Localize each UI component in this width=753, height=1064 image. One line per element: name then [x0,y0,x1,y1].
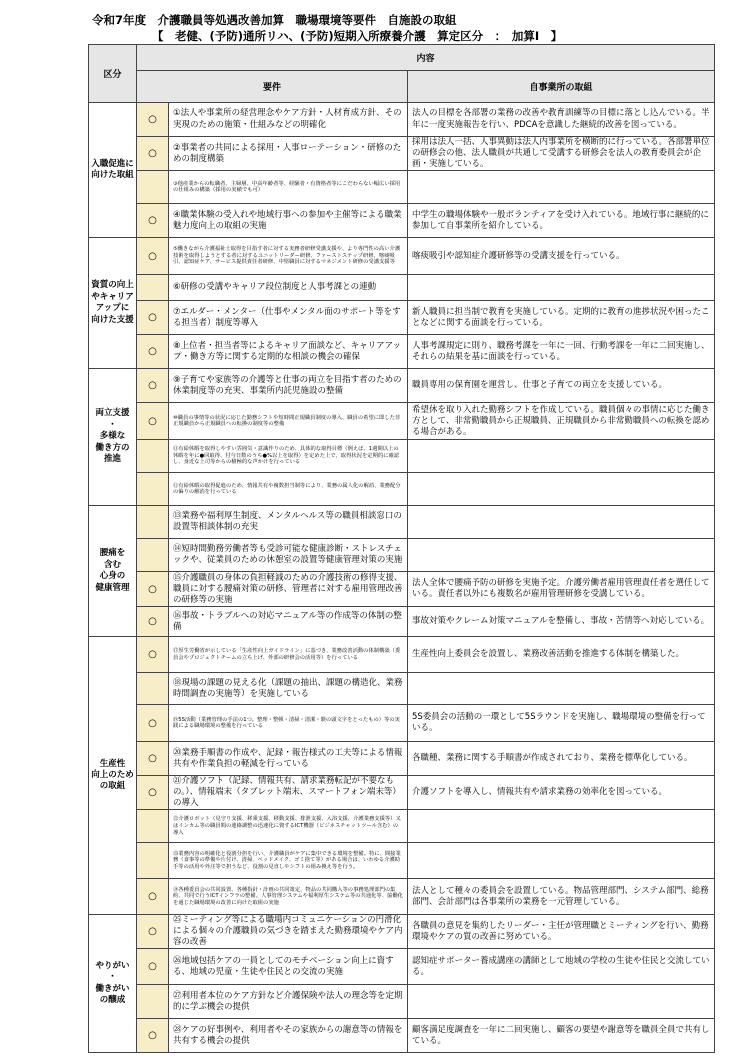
table-row [89,473,715,506]
requirement-text: ⑧上位者・担当者等によるキャリア面談など、キャリアアップ・働き方等に関する定期的な相談の機会の確保 [169,335,408,369]
category-label: やキャリア [91,291,134,302]
category-label: ・ [108,419,117,430]
requirement-text: ⑦エルダー・メンター（仕事やメンタル面のサポート等をする担当者）制度等導入 [169,301,408,335]
table-row [89,506,715,539]
category-label: 推進 [103,454,121,465]
check-mark [137,275,169,301]
check-mark: ○ [137,335,169,369]
initiative-text: 法人の目標を各部署の業務の改善や教育訓練等の目標に落とし込んでいる。半年に一度実施報告を行い、PDCAを意識した継続的改善を図っている。 [408,103,715,137]
table-row [89,301,715,335]
requirement-text: ⑮介護職員の身体の負担軽減のための介護技術の修得支援、職員に対する腰痛対策の研修、管理者に対する雇用管理改善の研修等の実施 [169,572,408,607]
requirement-text: ㉔各種委員会の共同設置、各種指針・計画の共同策定、物品の共同購入等の事務処理部門の集約、共同で行うICTインフラの整備、人事管理システムや福利厚生システム等の共通化等、協働化を通じた職場環境の改善に向けた取組の実施 [169,879,408,915]
category-label: 入職促進に [91,158,134,169]
check-mark: ○ [137,572,169,607]
table-row [89,742,715,776]
header-category: 区分 [89,45,137,103]
check-mark: ○ [137,1019,169,1053]
table-row [89,637,715,673]
requirement-text: ㉘ケアの好事例や、利用者やその家族からの謝意等の情報を共有する機会の提供 [169,1019,408,1053]
table-row [89,369,715,403]
page-subtitle: 【 老健、(予防)通所リハ、(予防)短期入所療養介護 算定区分 ： 加算Ⅰ 】 [152,29,563,43]
initiative-text [408,810,715,843]
requirement-text: ⑳業務手順書の作成や、記録・報告様式の工夫等による情報共有や作業負担の軽減を行っている [169,742,408,776]
check-mark [137,843,169,879]
category-label: 腰痛を [99,548,126,559]
category-label: 多様な [99,431,126,442]
initiative-text: 各職員の意見を集約したリーダー・主任が管理職とミーティングを行い、勤務環境やケアの質の改善に努めている。 [408,915,715,949]
initiative-text: 介護ソフトを導入し、情報共有や請求業務の効率化を図っている。 [408,776,715,810]
initiative-text: 5S委員会の活動の一環として5Sラウンドを実施し、職場環境の整備を行っている。 [408,705,715,742]
table-row [89,335,715,369]
requirement-text: ⑨子育てや家族等の介護等と仕事の両立を目指す者のための休業制度等の充実、事業所内託児施設の整備 [169,369,408,403]
requirement-text: ⑯事故・トラブルへの対応マニュアル等の作成等の体制の整備 [169,607,408,637]
check-mark: ○ [137,301,169,335]
initiative-text: 希望休を取り入れた勤務シフトを作成している。職員個々の事情に応じた働き方として、非常勤職員から正規職員、正規職員から非常勤職員への転換を認める場合がある。 [408,403,715,440]
check-mark [137,473,169,506]
category-label: 働き方の [95,442,130,453]
category-cell [89,915,137,1053]
table-row [89,949,715,985]
category-label: 向けた支援 [91,314,134,325]
table-row [89,572,715,607]
header-initiative: 自事業所の取組 [408,71,715,103]
requirement-text: ③他産業からの転職者、主婦層、中高年齢者等、経験者・有資格者等にこだわらない幅広い採用の仕組みの構築（採用の実績でも可） [169,171,408,204]
initiative-text: 法人として種々の委員会を設置している。物品管理部門、システム部門、総務部門、会計部門は各事業所の業務を一元管理している。 [408,879,715,915]
table-row [89,539,715,572]
category-cell [89,238,137,369]
initiative-text [408,506,715,539]
requirement-text: ⑫有給休暇の取得促進のため、情報共有や複数担当制等により、業務の属人化の解消、業務配分の偏りの解消を行っている [169,473,408,506]
check-mark: ○ [137,103,169,137]
check-mark: ○ [137,776,169,810]
check-mark: ○ [137,949,169,985]
table-row [89,673,715,705]
table-body [89,103,715,1053]
initiative-text: 中学生の職場体験や一般ボランティアを受け入れている。地域行事に継続的に参加して自事業所を紹介している。 [408,204,715,238]
table-row [89,275,715,301]
page-title: 令和7年度 介護職員等処遇改善加算 職場環境等要件 自施設の取組 [92,13,457,27]
category-label: 向上のため [91,769,134,780]
check-mark: ○ [137,403,169,440]
check-mark: ○ [137,137,169,171]
category-label: 向けた取組 [91,170,134,181]
category-cell [89,637,137,915]
initiative-text: 新人職員に担当制で教育を実施している。定期的に教育の進捗状況や困ったことなどに関する面談を行っている。 [408,301,715,335]
table-row [89,776,715,810]
check-mark: ○ [137,204,169,238]
table-row [89,171,715,204]
requirement-text: ⑩職員の事情等の状況に応じた勤務シフトや短時間正規職員制度の導入、職員の希望に即した非正規職員から正規職員への転換の制度等の整備 [169,403,408,440]
requirement-text: ⑪有給休暇を取得しやすい雰囲気・意識作りのため、具体的な取得目標（例えば、1週間以上の休暇を年に●回取得、付与日数のうち●%以上を取得）を定めた上で、取得状況を定期的に確認し、身近な上司等からの積極的な声かけを行っている [169,440,408,473]
initiative-text: 人事考課規定に則り、職務考課を一年に一回、行動考課を一年に二回実施し、それらの結果を基に面談を行っている。 [408,335,715,369]
check-mark [137,810,169,843]
category-label: やりがい [95,960,130,971]
requirement-text: ⑬業務や福利厚生制度、メンタルヘルス等の職員相談窓口の設置等相談体制の充実 [169,506,408,539]
initiative-text: 採用は法人一括、人事異動は法人内事業所を横断的に行っている。各部署単位の研修会の他、法人職員が共通して受講する研修会を法人の教育委員会が企画・実施している。 [408,137,715,171]
category-label: 心身の [99,571,126,582]
table-row [89,238,715,275]
table-row [89,440,715,473]
requirement-text: ②事業者の共同による採用・人事ローテーション・研修のための制度構築 [169,137,408,171]
check-mark [137,506,169,539]
category-label: ・ [108,972,117,983]
requirement-text: ⑲5S活動（業務管理の手法の1つ。整理・整頓・清掃・清潔・躾の頭文字をとったもの）等の実践による職場環境の整備を行っている [169,705,408,742]
initiative-text: 法人全体で腰痛予防の研修を実施予定。介護労働者雇用管理責任者を選任している。責任者以外にも複数名が雇用管理研修を受講している。 [408,572,715,607]
initiative-text [408,473,715,506]
table-row [89,985,715,1019]
category-cell [89,369,137,506]
category-cell [89,506,137,637]
category-label: 生産性 [99,758,126,769]
requirements-table [88,44,715,1053]
requirement-text: ⑥研修の受講やキャリア段位制度と人事考課との連動 [169,275,408,301]
check-mark [137,673,169,705]
table-row [89,879,715,915]
requirement-text: ⑱現場の課題の見える化（課題の抽出、課題の構造化、業務時間調査の実施等）を実施している [169,673,408,705]
table-row [89,403,715,440]
requirement-text: ⑤働きながら介護福祉士取得を目指す者に対する実務者研修受講支援や、より専門性の高い介護技術を取得しようとする者に対するユニットリーダー研修、ファーストステップ研修、喀痰吸引、認知症ケア、サービス提供責任者研修、中堅職員に対するマネジメント研修の受講支援等 [169,238,408,275]
initiative-text: 事故対策やクレーム対策マニュアルを整備し、事故・苦情等へ対応している。 [408,607,715,637]
check-mark [137,539,169,572]
category-cell [89,103,137,238]
requirement-text: ⑭短時間勤務労働者等も受診可能な健康診断・ストレスチェックや、従業員のための休憩室の設置等健康管理対策の実施 [169,539,408,572]
initiative-text: 各職種、業務に関する手順書が作成されており、業務を標準化している。 [408,742,715,776]
initiative-text [408,843,715,879]
initiative-text [408,985,715,1019]
requirement-text: ㉗利用者本位のケア方針など介護保険や法人の理念等を定期的に学ぶ機会の提供 [169,985,408,1019]
initiative-text: 認知症サポーター養成講座の講師として地域の学校の生徒や住民と交流している。 [408,949,715,985]
requirement-text: ⑰厚生労働省が示している「生産性向上ガイドライン」に基づき、業務改善活動の体制構築（委員会やプロジェクトチームの立ち上げ、外部の研修会の活用等）を行っている [169,637,408,673]
category-label: 健康管理 [95,582,130,593]
header-requirement: 要件 [137,71,408,103]
category-label: 資質の向上 [91,280,134,291]
requirement-text: ④職業体験の受入れや地域行事への参加や主催等による職業魅力度向上の取組の実施 [169,204,408,238]
initiative-text: 職員専用の保育園を運営し、仕事と子育ての両立を支援している。 [408,369,715,403]
table-row [89,843,715,879]
category-label: の取組 [99,781,126,792]
check-mark: ○ [137,915,169,949]
check-mark [137,985,169,1019]
check-mark: ○ [137,637,169,673]
table-row [89,204,715,238]
category-label: 両立支援 [95,408,130,419]
initiative-text: 顧客満足度調査を一年に二回実施し、顧客の要望や謝意等を職員全員で共有している。 [408,1019,715,1053]
check-mark: ○ [137,742,169,776]
check-mark: ○ [137,879,169,915]
requirement-text: ㉓業務内容の明確化と役割分担を行い、介護職員がケアに集中できる環境を整備。特に、間接業務（食事等の準備や片付け、清掃、ベッドメイク、ゴミ捨て等）がある場合は、いわゆる介護助手等の活用や外注等で担うなど、役割の見直しやシフトの組み換え等を行う。 [169,843,408,879]
table-row [89,607,715,637]
category-label: アップに [95,303,130,314]
requirement-text: ㉕ミーティング等による職場内コミュニケーションの円滑化による個々の介護職員の気づきを踏まえた勤務環境やケア内容の改善 [169,915,408,949]
requirement-text: ㉖地域包括ケアの一員としてのモチベーション向上に資する、地域の児童・生徒や住民との交流の実施 [169,949,408,985]
initiative-text [408,539,715,572]
category-label: の醸成 [99,995,126,1006]
initiative-text [408,275,715,301]
table-row [89,103,715,137]
requirement-text: ㉒介護ロボット（見守り支援、移乗支援、移動支援、排泄支援、入浴支援、介護業務支援等）又はインカム等の職員間の連絡調整の迅速化に資するICT機器（ビジネスチャットツール含む）の導入 [169,810,408,843]
check-mark: ○ [137,607,169,637]
initiative-text: 喀痰吸引や認知症介護研修等の受講支援を行っている。 [408,238,715,275]
category-label: 含む [103,559,121,570]
table-row [89,137,715,171]
initiative-text [408,673,715,705]
initiative-text [408,440,715,473]
header-content: 内容 [137,45,715,71]
check-mark [137,171,169,204]
category-label: 働きがい [95,983,130,994]
table-row [89,705,715,742]
initiative-text: 生産性向上委員会を設置し、業務改善活動を推進する体制を構築した。 [408,637,715,673]
table-row [89,1019,715,1053]
table-row [89,915,715,949]
requirement-text: ①法人や事業所の経営理念やケア方針・人材育成方針、その実現のための施策・仕組みなどの明確化 [169,103,408,137]
check-mark: ○ [137,705,169,742]
check-mark: ○ [137,238,169,275]
check-mark [137,440,169,473]
initiative-text [408,171,715,204]
requirement-text: ㉑介護ソフト（記録、情報共有、請求業務転記が不要なもの。）、情報端末（タブレット端末、スマートフォン端末等）の導入 [169,776,408,810]
table-row [89,810,715,843]
check-mark: ○ [137,369,169,403]
